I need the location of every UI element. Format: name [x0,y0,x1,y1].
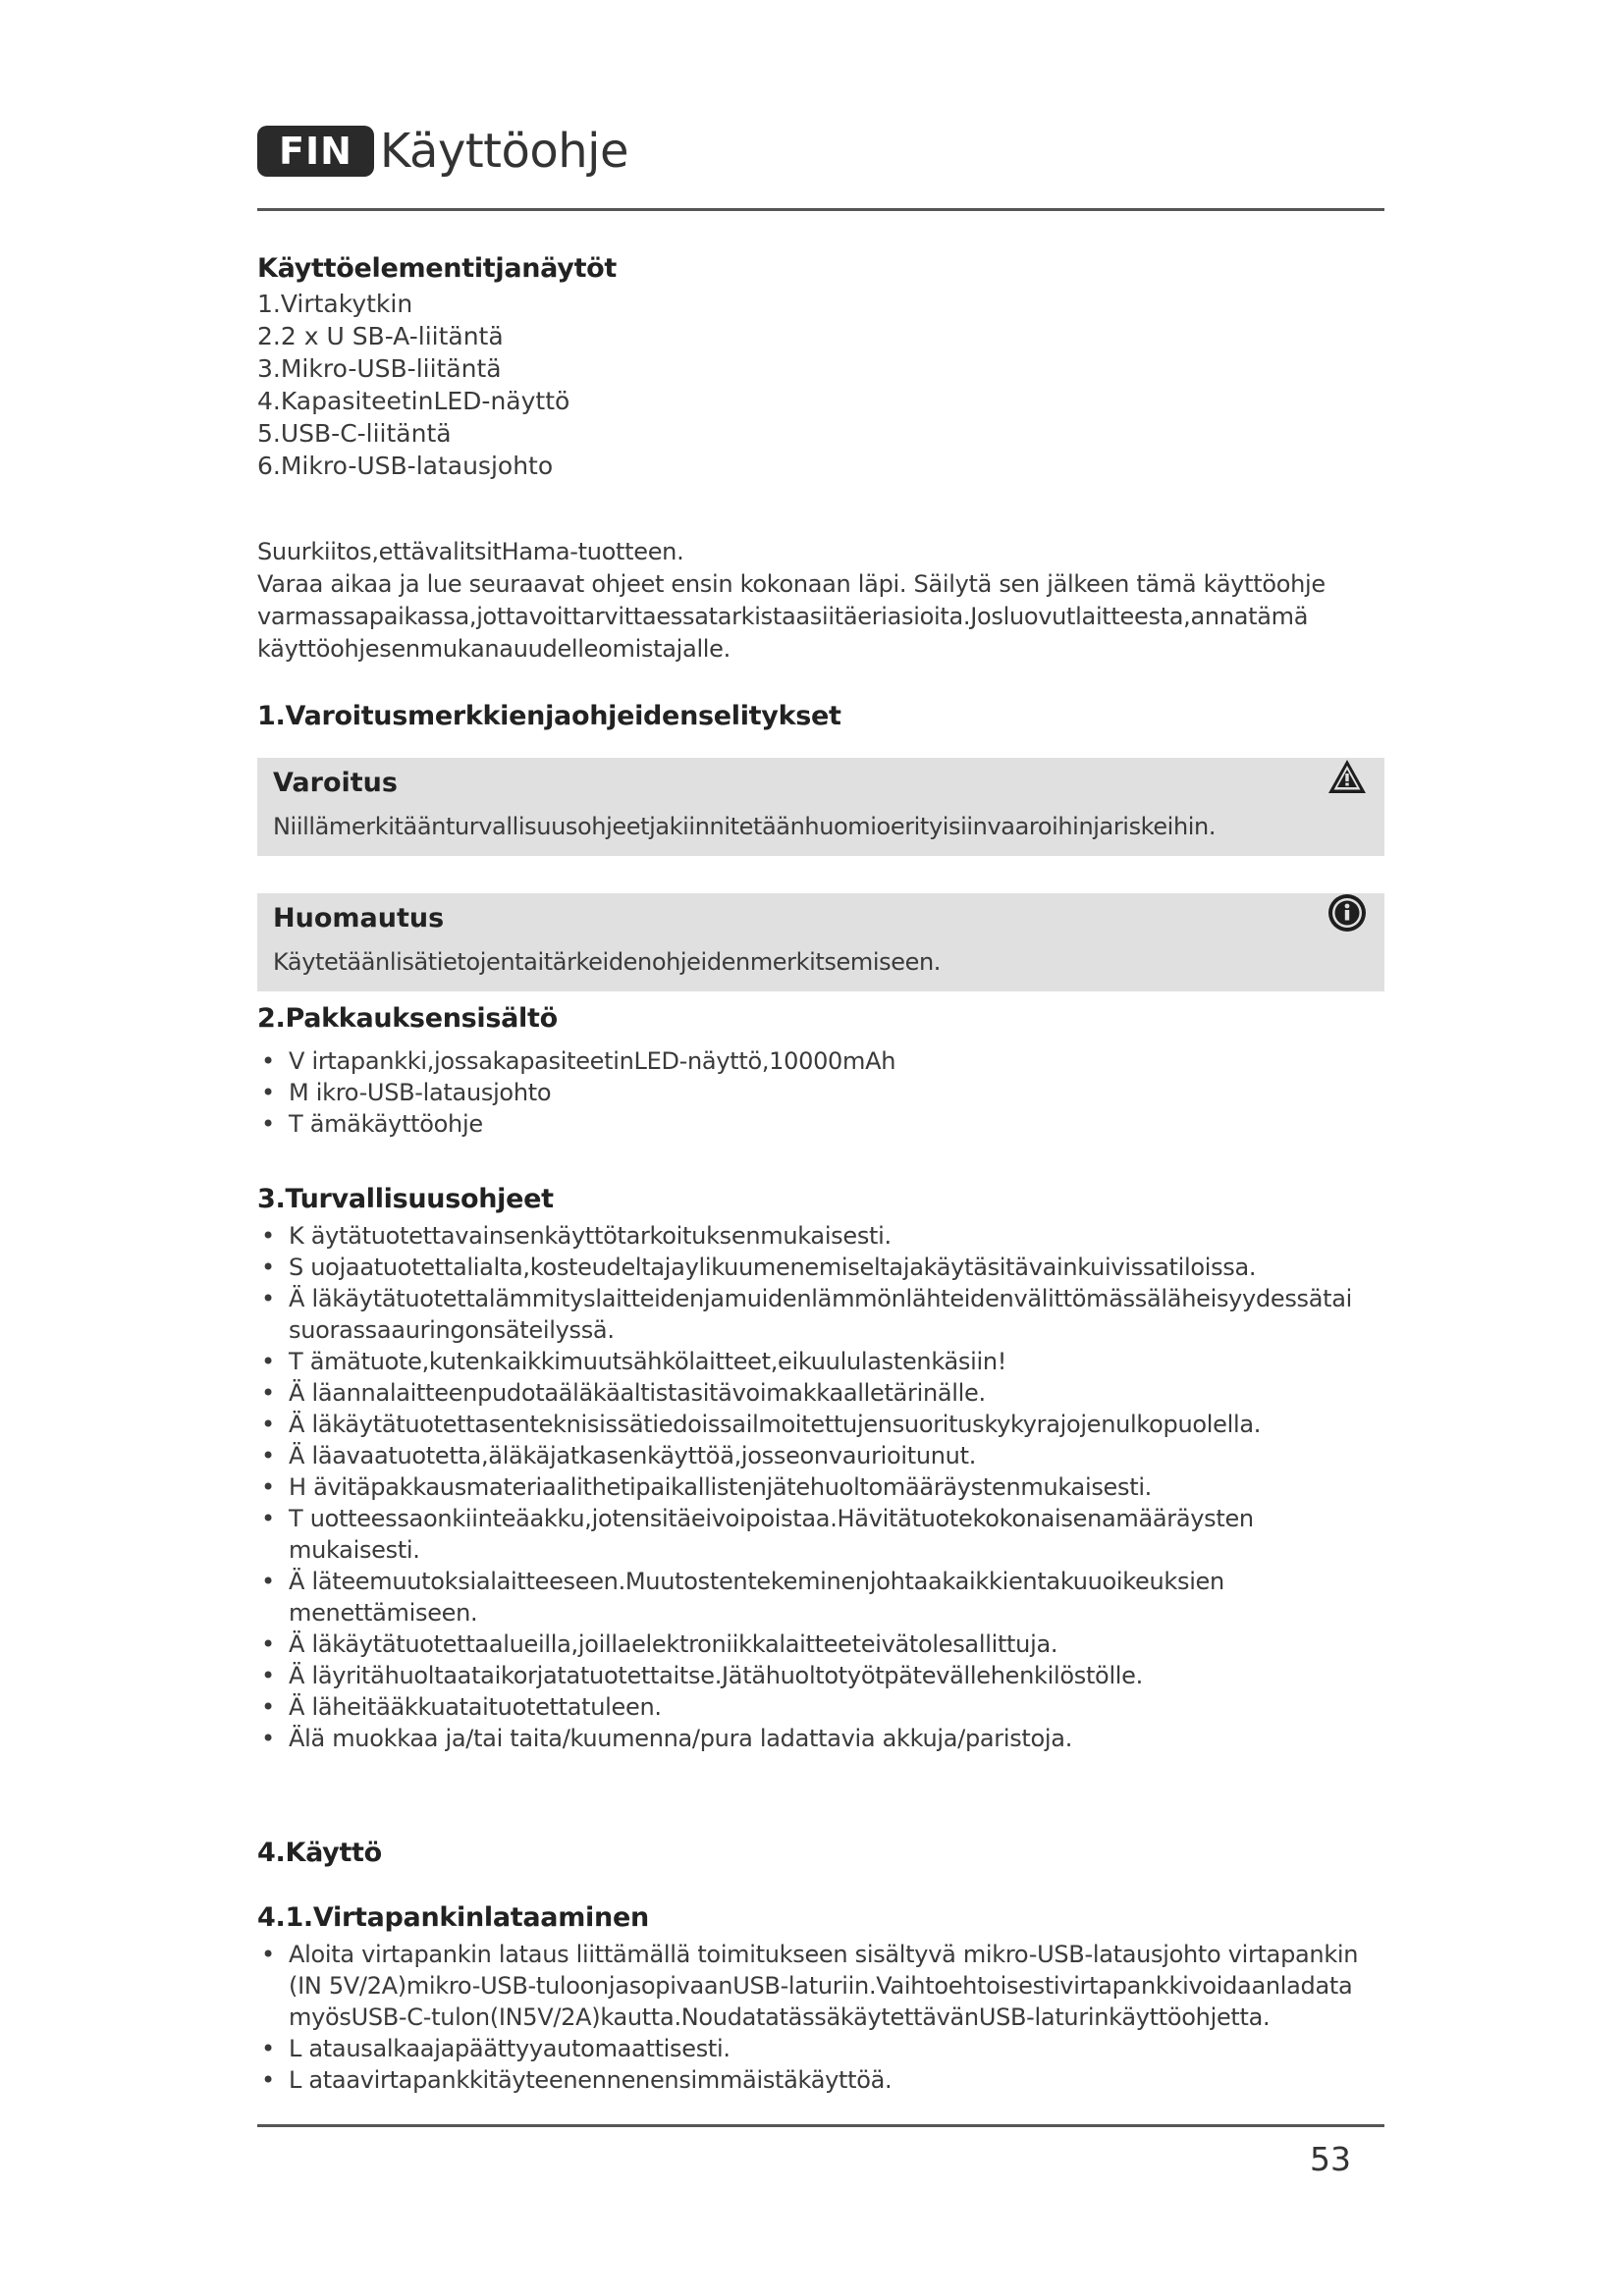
list-item: • T uotteessaonkiinteäakku,jotensitäeivoipoistaa.Hävitätuotekokonaisenamääräysten mukaisesti. [257,1503,1384,1566]
controls-item: 5.USB-C-liitäntä [257,419,452,448]
list-item: • T ämätuote,kutenkaikkimuutsähkölaitteet,eikuululastenkäsiin! [257,1346,1384,1377]
note-text: Käytetäänlisätietojentaitärkeidenohjeidenmerkitsemiseen. [273,948,942,976]
list-item: • S uojaatuotettalialta,kosteudeltajaylikuumenemiseltajakäytäsitävainkuivissatiloissa. [257,1252,1384,1283]
list-item: • Ä läkäytätuotettasenteknisissätiedoissailmoitettujensuorituskykyrajojenulkopuolella. [257,1409,1384,1440]
footer-rule [257,2124,1384,2127]
charging-list [257,1939,1384,2096]
section-2-heading: 2.Pakkauksensisältö [257,1003,558,1034]
warning-title: Varoitus [273,768,398,798]
section-3 [257,1184,1384,1754]
warning-callout [257,758,1384,856]
section-4 [257,1838,1384,1868]
header-rule [257,208,1384,211]
list-item: • L ataavirtapankkitäyteenennenensimmäistäkäyttöä. [257,2064,1384,2096]
note-title: Huomautus [273,903,445,934]
note-callout [257,893,1384,991]
controls-item: 4.KapasiteetinLED-näyttö [257,387,570,415]
section-3-heading: 3.Turvallisuusohjeet [257,1184,554,1214]
intro-line: Suurkiitos,ettävalitsitHama-tuotteen. [257,538,684,565]
section-4-1-heading: 4.1.Virtapankinlataaminen [257,1902,649,1933]
controls-section [257,253,1384,482]
list-item: • Ä läkäytätuotettalämmityslaitteidenjamuidenlämmönlähteidenvälittömässäläheisyydessätai suorassaauringonsäteilyssä. [257,1283,1384,1346]
controls-item: 2.2 x U SB-A-liitäntä [257,322,504,350]
package-contents-list [257,1045,1384,1140]
page-header [257,122,628,181]
section-1 [257,701,1384,731]
list-item: • L atausalkaajapäättyyautomaattisesti. [257,2033,1384,2064]
list-item: • Aloita virtapankin lataus liittämällä toimitukseen sisältyvä mikro-USB-latausjohto virtapankin (IN 5V/2A)mikro-USB-tuloonjasopivaanUSB-laturiin.Vaihtoehtoisestivirtapankkivoidaanladata myösUSB-C-tulon(IN5V/2A)kautta.NoudatatässäkäytettävänUSB-laturinkäyttöohjetta. [257,1939,1384,2033]
language-badge: FIN [257,126,374,177]
list-item: • Ä läteemuutoksialaitteeseen.Muutostentekeminenjohtaakaikkientakuuoikeuksien menettämiseen. [257,1566,1384,1629]
controls-heading: Käyttöelementitjanäytöt [257,253,618,284]
list-item: • Ä läannalaitteenpudotaäläkäaltistasitävoimakkaalletärinälle. [257,1377,1384,1409]
warning-text: Niillämerkitäänturvallisuusohjeetjakiinnitetäänhuomioerityisiinvaaroihinjariskeihin. [273,813,1217,840]
section-2 [257,1003,1384,1140]
document-page [257,0,1384,2296]
warning-triangle-icon [1326,756,1369,799]
intro-paragraph [257,536,1384,666]
list-item: • Ä läyritähuoltaataikorjatatuotettaitse.Jätähuoltotyötpätevällehenkilöstölle. [257,1660,1384,1691]
intro-line: varmassapaikassa,jottavoittarvittaessatarkistaasiitäeriasioita.Josluovutlaitteesta,annatämä [257,603,1309,630]
section-4-1 [257,1902,1384,2096]
intro-line: Varaa aikaa ja lue seuraavat ohjeet ensin kokonaan läpi. Säilytä sen jälkeen tämä käyttöohje [257,570,1326,598]
section-4-heading: 4.Käyttö [257,1838,382,1868]
list-item: • K äytätuotettavainsenkäyttötarkoituksenmukaisesti. [257,1220,1384,1252]
intro-line: käyttöohjesenmukanauudelleomistajalle. [257,635,731,663]
list-item: • Ä läheitääkkuataituotettatuleen. [257,1691,1384,1723]
list-item: • Älä muokkaa ja/tai taita/kuumenna/pura ladattavia akkuja/paristoja. [257,1723,1384,1754]
list-item: • Ä läkäytätuotettaalueilla,joillaelektroniikkalaitteeteivätolesallittuja. [257,1629,1384,1660]
list-item: • V irtapankki,jossakapasiteetinLED-näyttö,10000mAh [257,1045,1384,1077]
list-item: • Ä läavaatuotetta,äläkäjatkasenkäyttöä,josseonvaurioitunut. [257,1440,1384,1471]
list-item: • M ikro-USB-latausjohto [257,1077,1384,1108]
controls-list [257,288,1384,482]
page-number: 53 [1310,2140,1351,2178]
controls-item: 1.Virtakytkin [257,290,413,318]
section-1-heading: 1.Varoitusmerkkienjaohjeidenselitykset [257,701,841,731]
safety-list [257,1220,1384,1754]
page-title: Käyttöohje [379,124,629,179]
info-circle-icon [1326,891,1369,934]
controls-item: 6.Mikro-USB-latausjohto [257,452,554,480]
list-item: • H ävitäpakkausmateriaalithetipaikallistenjätehuoltomääräystenmukaisesti. [257,1471,1384,1503]
controls-item: 3.Mikro-USB-liitäntä [257,354,502,383]
list-item: • T ämäkäyttöohje [257,1108,1384,1140]
